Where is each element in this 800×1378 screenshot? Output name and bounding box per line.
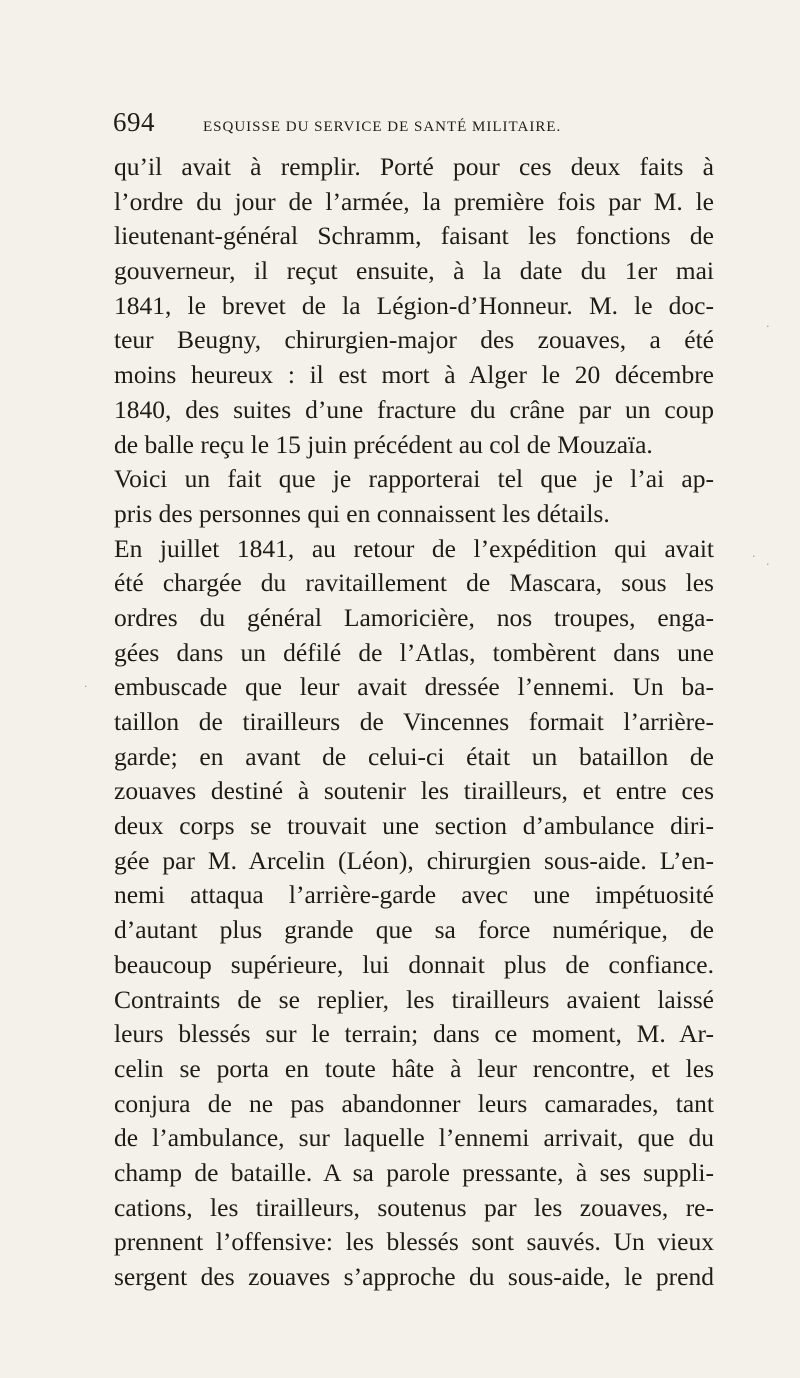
running-head: ESQUISSE DU SERVICE DE SANTÉ MILITAIRE. — [203, 119, 562, 135]
print-speck: · — [84, 680, 88, 693]
text-line: l’ordre du jour de l’armée, la première fois par M. le — [114, 186, 714, 216]
text-line: qu’il avait à remplir. Porté pour ces deux faits à — [114, 152, 714, 181]
text-line: champ de bataille. A sa parole pressante, à ses suppli- — [114, 1157, 714, 1187]
text-line: Voici un fait que je rapporterai tel que je l’ai ap- — [114, 464, 714, 494]
text-line: En juillet 1841, au retour de l’expédition qui avait — [114, 533, 714, 563]
text-line: nemi attaqua l’arrière-garde avec une impétuosité — [114, 880, 714, 910]
text-line: gouverneur, il reçut ensuite, à la date du 1er mai — [114, 256, 714, 286]
text-line: celin se porta en toute hâte à leur rencontre, et les — [114, 1053, 714, 1083]
text-line: beaucoup supérieure, lui donnait plus de confiance. — [114, 949, 714, 979]
page-header — [113, 105, 713, 145]
text-line: 1840, des suites d’une fracture du crâne par un coup — [114, 394, 714, 424]
text-line: leurs blessés sur le terrain; dans ce moment, M. Ar- — [114, 1019, 714, 1049]
text-line: de l’ambulance, sur laquelle l’ennemi arrivait, que du — [114, 1123, 714, 1153]
text-line: prennent l’offensive: les blessés sont sauvés. Un vieux — [114, 1227, 714, 1257]
text-line: 1841, le brevet de la Légion-d’Honneur. M. le doc- — [114, 290, 714, 320]
text-line: Contraints de se replier, les tirailleurs avaient laissé — [114, 984, 714, 1014]
text-line: été chargée du ravitaillement de Mascara, sous les — [114, 568, 714, 598]
body-text — [114, 150, 714, 1295]
text-line: gée par M. Arcelin (Léon), chirurgien sous-aide. L’en- — [114, 845, 714, 875]
print-speck: · — [766, 320, 770, 333]
page-number: 694 — [113, 107, 155, 137]
text-line: cations, les tirailleurs, soutenus par les zouaves, re- — [114, 1192, 714, 1222]
text-line: zouaves destiné à soutenir les tirailleurs, et entre ces — [114, 776, 714, 806]
text-line: teur Beugny, chirurgien-major des zouaves, a été — [114, 325, 714, 355]
text-line: embuscade que leur avait dressée l’ennemi. Un ba- — [114, 672, 714, 702]
text-line: taillon de tirailleurs de Vincennes formait l’arrière- — [114, 707, 714, 736]
text-line: de balle reçu le 15 juin précédent au col de Mouzaïa. — [114, 429, 653, 459]
text-line: conjura de ne pas abandonner leurs camarades, tant — [114, 1088, 714, 1118]
text-line: deux corps se trouvait une section d’ambulance diri- — [114, 811, 714, 841]
text-line: pris des personnes qui en connaissent les détails. — [114, 498, 610, 528]
print-speck: · — [752, 550, 756, 563]
print-speck: · — [766, 558, 770, 571]
text-line: d’autant plus grande que sa force numérique, de — [114, 915, 714, 945]
text-line: lieutenant-général Schramm, faisant les fonctions de — [114, 221, 714, 251]
text-line: ordres du général Lamoricière, nos troupes, enga- — [114, 602, 714, 632]
text-line: gées dans un défilé de l’Atlas, tombèrent dans une — [114, 637, 714, 667]
text-line: garde; en avant de celui-ci était un bataillon de — [114, 741, 714, 771]
text-line: moins heureux : il est mort à Alger le 20 décembre — [114, 360, 714, 390]
text-line: sergent des zouaves s’approche du sous-aide, le prend — [114, 1262, 714, 1291]
